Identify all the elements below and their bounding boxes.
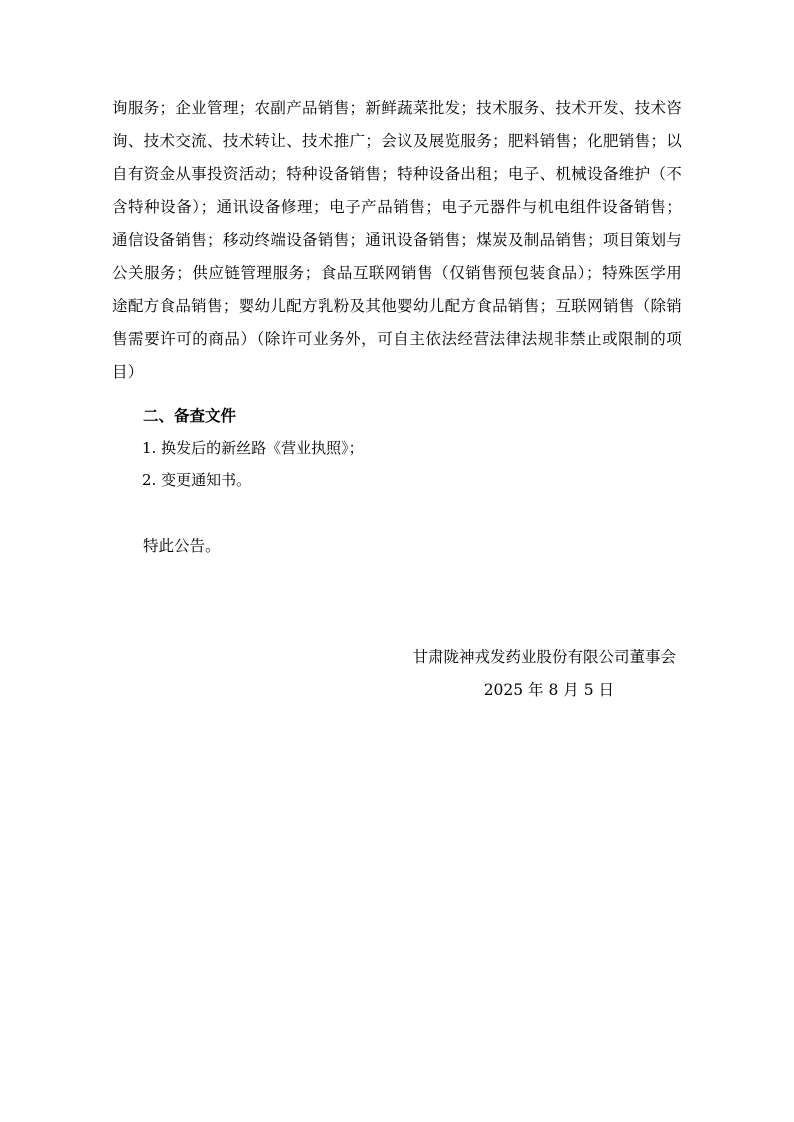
signature-block [112, 641, 682, 707]
reference-item-1: 1. 换发后的新丝路《营业执照》； [142, 439, 364, 457]
signature-date: 2025 年 8 月 5 日 [483, 681, 614, 699]
reference-item-2: 2. 变更通知书。 [142, 471, 252, 489]
notice-line: 特此公告。 [143, 537, 221, 555]
section-heading-reference-documents: 二、备查文件 [143, 406, 237, 425]
paragraph-spacer [112, 496, 682, 530]
signature-company: 甘肃陇神戎发药业股份有限公司董事会 [412, 648, 676, 666]
business-scope-paragraph: 询服务；企业管理；农副产品销售；新鲜蔬菜批发；技术服务、技术开发、技术咨询、技术交流、技术转让、技术推广；会议及展览服务；肥料销售；化肥销售；以自有资金从事投资活动；特种设备销售；特种设备出租；电子、机械设备维护（不含特种设备）；通讯设备修理；电子产品销售；电子元器件与机电组件设备销售；通信设备销售；移动终端设备销售；通讯设备销售；煤炭及制品销售；项目策划与公关服务；供应链管理服务；食品互联网销售（仅销售预包装食品）；特殊医学用途配方食品销售；婴幼儿配方乳粉及其他婴幼儿配方食品销售；互联网销售（除销售需要许可的商品）（除许可业务外，可自主依法经营法律法规非禁止或限制的项目） [112, 99, 682, 381]
